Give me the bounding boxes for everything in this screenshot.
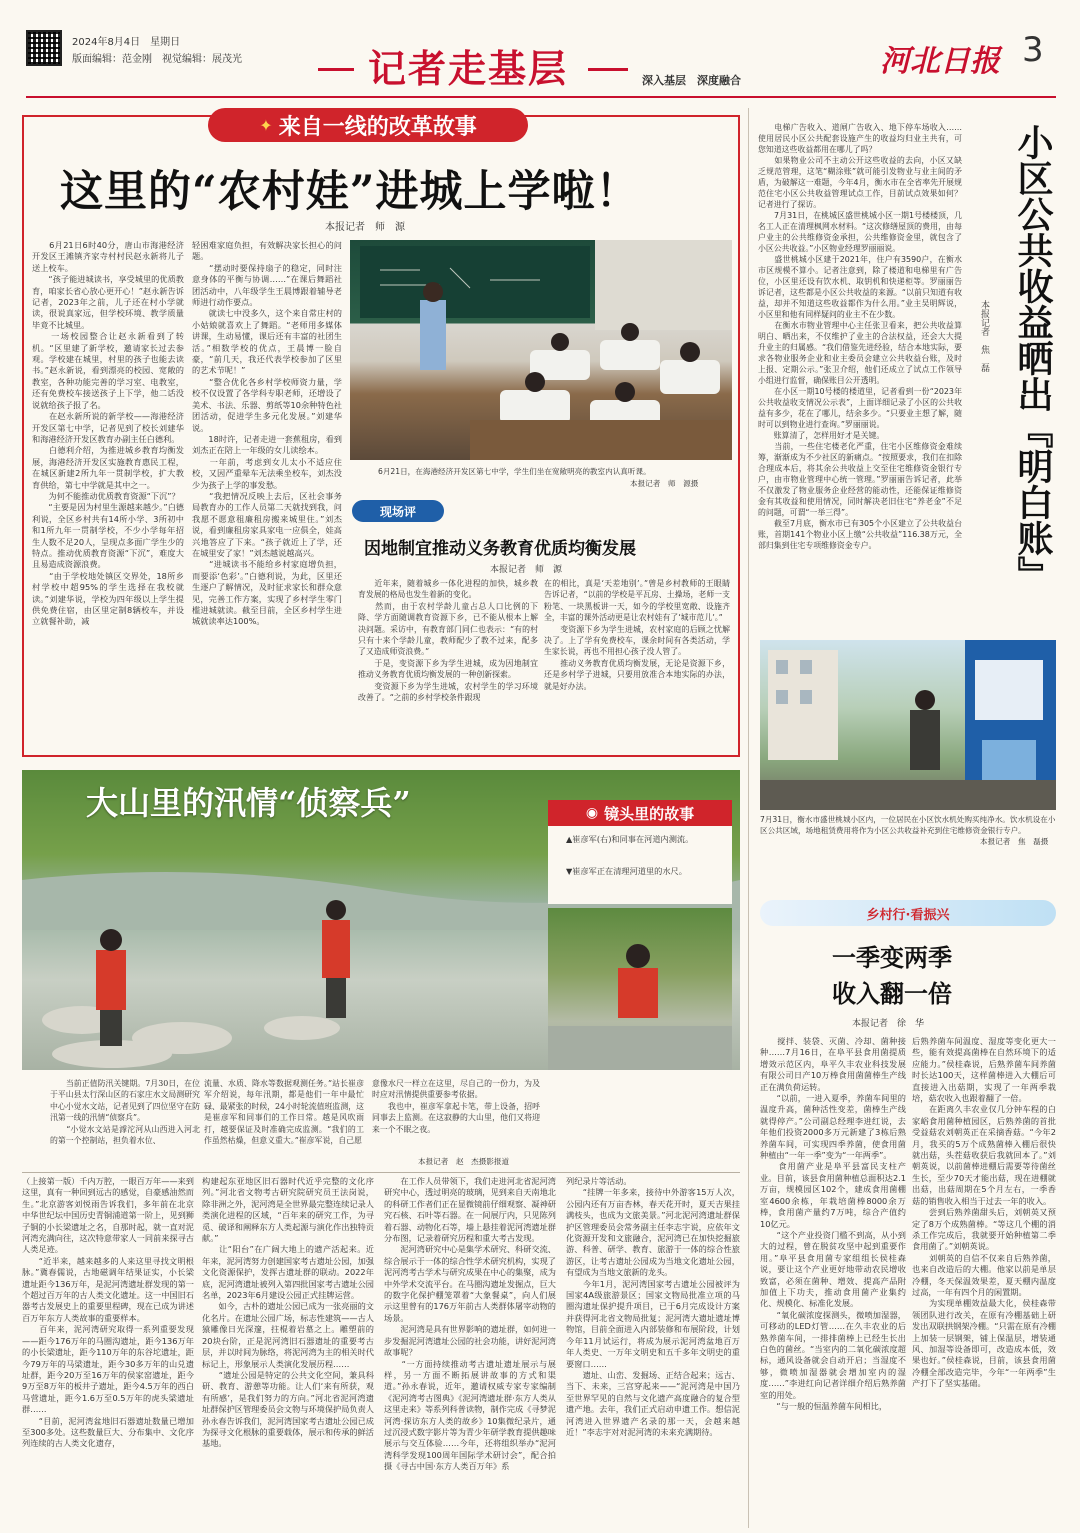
classroom-illustration	[350, 240, 732, 460]
masthead-left-line	[318, 68, 354, 71]
lens-caption-panel	[548, 826, 732, 904]
reform-banner-label: 来自一线的改革故事	[278, 113, 477, 140]
reform-body-col2: 轻困难家庭负担，有效解决家长担心的问题。 “摆动时要保持扇子的稳定，同时注意身体的平衡与协调……”在课后舞蹈社团活动中，八年级学生王晨博跟着辅导老师进行动作要点。 就读七中没多久，这个来自常庄村的小姑娘就喜欢上了舞蹈。“老师用多媒体讲课，生动易懂，课后还有丰富的社团生活。”相数学校的优点，王晨博一脸自豪，“前几天，我还代表学校参加了区里的艺术节呢！” “整合优化各乡村学校师资力量，学校不仅设置了各学科专职老师，还增设了美术、书法、乐器、剪纸等10余种特色社团活动，促进学生多元化发展。”刘建华说。 18时许，记者走进一套蕉租房，看到刘杰正在陪上一年级的女儿读绘本。 一年前，考虑到女儿太小不适应住校，又因严重晕车无法乘坐校车，刘杰没少为孩子上学的事发愁。 “我把情况反映上去后，区社会事务局教育办的工作人员第二天就找到我，问我愿不愿意租廉租房搬来城里住。”刘杰说，看到廉租房家具家电一应俱全，娃高兴地答应了下来。“孩子就近上了学，还在城里安了家！”刘杰越说越高兴。 “进城读书不能给乡村家庭增负担，而要添‘色彩’。”白德利说，为此，区里还生逐户了解情况，及时征求家长和群众意见，完善工作方案，实现了乡村学生零门槛进城就读。截至目前，全区乡村学生进城就读率达100%。	[192, 240, 342, 627]
water-machine-credit: 本报记者 焦 磊摄	[980, 837, 1049, 846]
page-editors: 版面编辑：范金刚 视觉编辑：展茂光	[72, 54, 242, 65]
village-body-col1: 搅拌、装袋、灭菌、冷却、菌种接种……7月16日，在阜平县食用菌提质增效示范区内，阜平久丰农业科技发展有限公司日产10万棒食用菌菌棒生产线正在满负荷运转。 “以前，一进入夏季，养菌车间里的温度升高，菌种活性变差，菌棒生产线就得停产。”公司副总经理李进红说，去年他们投资2000多万元新建了3栋后熟养菌车间，可实现四季养菌，使食用菌种植由“一年一季”变为“一年两季”。 食用菌产业是阜平县富民支柱产业。目前，该县食用菌种植总面积达2.1万亩，规模园区102个，建成食用菌棚室4600余栋，年栽培菌棒8000余万棒，食用菌产量约7万吨，综合产值约10亿元。 “这个产业投资门槛不到高，从小到大的过程，曾在脱贫攻坚中起到重要作用。”阜平县食用菌专家组组长侯桂森说，要让这个产业更好地带动农民增收致富，必须在菌种、增效、提高产品附加值上下功夫，推动食用菌产业集约化、规模化、标准化发展。 “氧化碳浓度探测头，微喷加湿器，可移动的LED灯管……在久丰农业的后熟养菌车间，一排排菌棒上已经生长出白色的菌丝。“当室内的二氧化碳浓度超标，通风设备就会自动开启；当湿度不够，微喷加湿器就会增加室内的湿度……”李进红向记者详细介绍后熟养菌室的用处。 “与一般的恒温养菌车间相比，	[760, 1036, 906, 1411]
slogan: 深入基层 深度融合	[642, 74, 741, 87]
water-gauge-photo	[548, 908, 732, 1070]
water-machine-photo	[760, 640, 1056, 810]
water-machine-illustration	[760, 640, 1056, 810]
review-tag-label: 现场评	[379, 504, 416, 519]
flood-credit: 本报记者 赵 杰摄影报道	[418, 1157, 510, 1166]
paper-logo: 河北日报	[880, 44, 1000, 79]
review-body-col1: 近年来，随着城乡一体化进程的加快，城乡教育发展的格局也发生着新的变化。 然而，由于农村学龄儿童占总人口比例的下降、学方面随调教育资源下乡，已不能从根本上解决问题。采访中，有教育部门同仁也表示：“有的村只有十来个学龄儿童，教师配少了教不过来，配多了又造成师资浪费。” 于是，变资源下乡为学生进城，成为因地制宜推动义务教育优质均衡发展的一种创新探索。 变资源下乡为学生进城，农村学生的学习环境改善了。“之前的乡村学校条件跟现	[358, 579, 538, 703]
public-income-title: 小区公共收益晒出『明白账』	[1012, 124, 1054, 592]
masthead-right-line	[588, 68, 628, 71]
reform-byline: 本报记者 师 源	[325, 222, 405, 233]
water-gauge-illustration	[548, 908, 732, 1070]
review-byline: 本报记者 师 源	[490, 565, 563, 575]
spark-icon: ✦	[259, 115, 273, 135]
classroom-photo	[350, 240, 732, 460]
lens-caption-1: ▲崔彦军(右)和同事在河道内测流。	[566, 834, 694, 844]
classroom-photo-credit: 本报记者 师 源摄	[630, 479, 699, 488]
page-number: 3	[1022, 30, 1044, 70]
flood-scout-title: 大山里的汛情“侦察兵”	[86, 784, 411, 822]
lens-tag-label: 镜头里的故事	[604, 804, 695, 823]
review-body-col2: 在的相比，真是‘天差地别’。”曾是乡村教师的王眼睛告诉记者，“以前的学校是平瓦房、土操场，老师一支粉笔、一块黑板讲一天，如今的学校里宽敞、设施齐全，丰富的课外活动更是让农村娃有了‘城市范儿’。” 变资源下乡为学生进城，农村家庭的后顾之忧解决了。上了学有免费校车，课余时间有各类活动，学生家长说，再也不用担心孩子没人管了。 推动义务教育优质均衡发展，无论是资源下乡，还是乡村学子进城，只要用放准合本地实际的办法，就是好办法。	[544, 579, 730, 691]
village-title-line2: 收入翻一倍	[832, 979, 952, 1008]
column-title: 记者走基层	[368, 46, 569, 91]
lens-tag	[548, 800, 732, 826]
continued-col4: 列纪录片等活动。 “挂牌一年多来，接待中外游客15万人次，公园内还有万亩杏林，春天花开时，夏天吉果挂满枝头，也成为文旅美景。”河北泥河湾遗址群保护区管理委员会常务副主任李志宇说，应依年文化资源开发和文旅融合，泥河湾已在加快挖掘旅游、科普、研学、教育、旅游于一体的综合性旅游区，让考古遗址公园成为当地文化遗址公园，有望成为当地文旅新的龙头。 今年1月，泥河湾国家考古遗址公园被评为国家4A级旅游景区；国家文物局批准立项的马圈沟遗址保护提升项目，已于6月完成设计方案并获得河北省文物局批复；泥河湾大遗址遗址博物馆，目前全面进入内部装修和布展阶段，计划今年11月试运行，将成为展示泥河湾盆地百万年人类史、一万年文明史和五千多年文明史的重要窗口…… 遗址、山峦、发掘场、正结合起来；远古、当下、未来，三宫穿起来——“泥河湾是中国乃至世界罕见的自然与文化遗产高度融合的复合型遗产地。去年，我们正式启动申遗工作。想信泥河湾进入世界遗产名录的那一天，会越来越近！”李志宇对对泥河湾的未来充满期待。	[566, 1176, 740, 1437]
village-byline: 本报记者 徐 华	[852, 1019, 925, 1029]
reform-banner	[208, 108, 528, 142]
issue-date: 2024年8月4日 星期日	[72, 37, 181, 48]
continued-col1: （上接第一版）千内万腔，一眼百万年——来到这里，真有一种回到远古的感觉，自豪感油然而生。”北京游客刘悦雨告诉我们，多年前在北京中华世纪坛中国历史青铜浦道第一阶上，见到狮子铜的小长梁遗址之名，自那时起，就一直对泥河湾充满向往，这次特意带家人一同前来探寻古人类足迹。 “近半来，越来越多的人来这里寻找文明根脉。”冀春儒说，古地磁调年结果证实，小长梁遗址距今136万年，是泥河湾遗址群发现的第一个超过百万年的古人类文化遗址。这一中国旧石器考古发展史上的重要里程碑，现在已成为讲述百万年东方人类故事的重要样本。 百年来，泥河湾研究取得一系列重要发现——距今176万年的马圈沟遗址，距今136万年的小长梁遗址，距今110万年的东谷坨遗址，距今79万年的马梁遗址，距今30多万年的山兑遗址群，距今20万至16万年的侯家窑遗址，距今9万至8万年的板井子遗址，距今4.5万年的西白马营遗址，距今1.6万至0.5万年的虎头梁遗址群…… “目前，泥河湾盆地旧石器遗址数量已增加至300多处。这些数量巨大、分布集中、文化序列连续的古人类文化遗存，	[22, 1176, 194, 1449]
village-body-col2: 后熟养菌车间温度、湿度等变化更大一些，能有效提高菌棒在自然环境下的适应能力。”侯桂森说，后熟养菌车间养菌时长达100天，这样菌棒进入大棚后可直接进入出菇期，实现了一年两季栽培，菇农收入也跟着翻了一倍。 在距离久丰农业仅几分钟车程的白家峪食用菌种植园区，后熟养菌的首批受益菇农刘朝英正在采摘香菇。“今年2月，我买的5万个成熟菌棒入棚后很快就出菇，头茬菇收获后我就回本了。”刘朝英说，以前菌棒进棚后需要等待菌丝生长，至少70天才能出菇，现在进棚就出菇，出菇周期在5个月左右，一季香菇的销售收入相当于过去一年的收入。 尝到后熟养菌甜头后，刘朝英又预定了8万个成熟菌棒。“等这几个棚的消杀工作完成后，我就要开始种植第二季食用菌了。”刘朝英说。 刘朝英的自信不仅来自后熟养菌，也来自改造后的大棚。他家以前是单层冷棚，冬天保温效果差，夏天棚内温度过高，一年有四个月的闲置期。 为实现单棚效益最大化，侯桂森带领团队进行改关，在原有冷棚基础上研发出双联拱钢架冷棚。“只需在原有冷棚上加装一层钢架，铺上保温层，增装通风、加湿等设备即可，改造成本低，效果也好。”侯桂森说，目前，该县食用菌冷棚全部改造完毕，今年“一年两季”生产打下了坚实基础。	[912, 1036, 1056, 1389]
review-title: 因地制宜推动义务教育优质均衡发展	[364, 539, 636, 559]
lens-caption-2: ▼崔彦军正在清理河道里的水尺。	[566, 866, 687, 876]
flood-caption-col1: 当前正值防汛关键期。7月30日，在位于平山县太行深山区的石家庄水文局测研究中心小觉水文站，记者见到了四位坚守在防汛第一线的汛情“侦察兵”。 “小觉水文站是滹沱河从山西进入河北的第一个控制站，担负着水位、	[50, 1079, 200, 1146]
masthead	[0, 0, 1080, 100]
village-title-line1: 一季变两季	[832, 943, 952, 972]
public-income-body: 电梯广告收入、道闸广告收入、地下停车场收入……使用居民小区公共配套设施产生的收益均归业主共有，可您知道这些收益都用在哪儿了吗？ 如果物业公司不主动公开这些收益的去向，小区又缺乏规范管理，这笔“糊涂账”就可能引发物业与业主间的矛盾，为破解这一难题，今年4月，衡水市在全省率先开展规范住宅小区公共收益管理试点工作，目前试点效果如何？记者进行了探访。 7月31日，在桃城区盛世桃城小区一期1号楼楼顶，几名工人正在清理枫网水材料。“这次修缮屋顶的费用，由每户业主的公共维修资金承担，公共维修资金里，就包含了小区公共收益。”小区物业经理罗丽丽说。 盛世桃城小区建于2021年，住户有3590户，在衡水市区规模不算小。记者注意到，除了楼道和电梯里有广告位，小区里还设有饮水机、取钥机和快递柜等。罗丽丽告诉记者，这些都是小区公共收益的来源。“以前只知道有收益，却并不知道这些收益都作为什么用。”业主吴明辉说，小区里和他有同样疑问的业主不在少数。 在衡水市物业管理中心主任张卫看来，把公共收益算明白、晒出来，不仅维护了业主的合法权益，还会大大提升业主的归属感。“我们借鉴先进经验，结合本地实际，要求各物业服务企业和业主委员会建立公共收益台账，及时上报、定期公示。”张卫介绍，他们还成立了试点工作领导小组进行监督，确保账目公开透明。 在小区一期10号楼的楼道里，记者看到一份“2023年公共收益收支情况公示表”，上面详细记录了小区的公共收益有多少，花在了哪儿，结余多少。“只要业主想了解，随时可以到物业进行查询。”罗丽丽说。 账算清了，怎样用好才是关键。 当前，一些住宅楼老化严重，住宅小区维修资金难续筹，渐渐成为不少社区的新痛点。“按照要求，我们在扣除合理成本后，将其余公共收益上交至住宅维修资金银行专户，由市物业管理中心统一管理。”罗丽丽告诉记者，此举不仅激发了物业服务企业经营的能动性，还能保证维修资金有其收益和使用情况，同时解决老旧住宅“养老金”不足的问题，可谓“一举三得”。 截至7月底，衡水市已有305个小区建立了公共收益台账，首期141个物业小区上缴“公共收益”116.38万元，全部归集到住宅专项维修资金专户。	[758, 123, 962, 550]
column-divider	[748, 108, 749, 1528]
masthead-rule	[26, 96, 1056, 98]
flood-caption-col3: 意像水尺一样立在这里，尽自己的一份力，为及时应对汛情提供重要参考依据。 我也中，崔彦军拿起卡笔，带上设备，招呼同事去上监测。在这寂静的大山里，他们又将迎来一个不眠之夜。	[372, 1079, 540, 1134]
flood-caption-col2: 流量、水质、降水等数据观测任务。”站长崔彦军介绍说，每年汛期，都是他们一年中最忙碌、最紧张的时候，24小时轮流值班监测，这是崔彦军和同事们的工作日常。越是风吹雨打，越要保证及时准确完成监测。“我们的工作虽然枯燥，但意义重大。”崔彦军说，自己愿	[204, 1079, 364, 1146]
review-tag	[352, 500, 444, 522]
water-machine-caption: 7月31日，衡水市盛世桃城小区内，一位居民在小区饮水机处购买纯净水。饮水机设在小区公共区域，场地租赁费用将作为小区公共收益补充到住宅维修资金银行专户。	[760, 815, 1056, 835]
village-tag	[760, 900, 1056, 926]
continued-col3: 在工作人员带领下，我们走进河北省泥河湾研究中心，透过明亮的玻璃，见到来自天南地北的科研工作者们正在显微镜前仔细观察、凝神研究石核、石叶等石器。在一间展厅内，只见陈列着石器、动物化石等，墙上悬挂着泥河湾遗址群分布图，记录着研究历程和重大考古发现。 泥河湾研究中心是集学术研究、科研交流、综合展示于一体的综合性学术研究机构，实现了泥河湾考古学术与研究成果在中心的集聚，成为中外学术交流平台。在马圈沟遗址发掘点，巨大的数字化保护棚笼罩着“大象餐桌”，向人们展示这里曾有的176万年前古人类群体屠宰动物的场景。 泥河湾是具有世界影响的遗址群，如何进一步发掘泥河湾遗址公园的社会功能，讲好泥河湾故事呢？ “一方面持续推动考古遗址遗址展示与展样，另一方面不断拓展讲故事的方式和渠道。”孙永春说，近年，邀请权威专家专家编制《泥河湾考古图典》《泥河湾遗址群·东方人类从这里走来》等系列科普读物，制作完成《寻梦泥河湾·探访东方人类的故乡》10集微纪录片，通过沉浸式数字影片等为青少年研学教育提供趣味展示与交互体验……今年，还将组织举办“泥河湾科学发现100周年国际学术研讨会”，配合拍摄《寻古中国·东方人类百万年》系	[384, 1176, 556, 1472]
reform-body-col1: 6月21日6时40分，唐山市海港经济开发区王滩镇齐家寺村村民赵永新将儿子送上校车。 “孩子能进城读书，享受城里的优质教育，咱家长省心放心更开心！”赵永新告诉记者，2023年之前，儿子还在村小学就读，很说真家远，但学校环境、教学质量毕竟不比城里。 一场校园整合让赵永新看到了转机。“区里建了新学校，邀请家长过去参观。学校建在城里，村里的孩子也能去读书。”赵永新说，看到漂亮的校园、宽敞的教室，各种功能完善的学习室、电教室，还有免费校车接送孩子上下学，他二话没说就给孩子报了名。 在赵永新所说的新学校——海港经济开发区第七中学，记者见到了校长刘建华和海港经济开发区教育办副主任白德利。 白德利介绍，为推进城乡教育均衡发展，海港经济开发区实施教育惠民工程，在城区新建2所九年一贯制学校，扩大教育供给，第七中学就是其中之一。 为何不能推动优质教育资源“下沉”？ “主要是因为村里生源越来越少。”白德利说，全区乡村共有14所小学、3所初中和1所九年一贯制学校，不少小学每年招生人数不足20人，呈现点多面广学生少的特点。推动优质教育资源“下沉”，难度大且易造成资源浪费。 “由于学校地处镇区交界处，18所乡村学校中超95%的学生选择在我校就读。”刘建华说，学校为四年级以上学生提供免费住宿，由区里定制8辆校车，并设立就餐补助，减	[32, 240, 184, 627]
camera-icon: ◉	[585, 805, 599, 821]
reform-title: 这里的“农村娃”进城上学啦！	[60, 167, 640, 217]
continued-rule	[22, 1172, 740, 1173]
continued-col2: 构建起东亚地区旧石器时代近乎完整的文化序列。”河北省文物考古研究院研究员王法岗说，除非洲之外，泥河湾是全世界最完整连续记录人类演化进程的区域，“百年来的研究工作，为寻觅、破译和阐释东方人类起源与演化作出独特贡献。” 让“阳台”在广阔大地上的遗产活起来。近年来，泥河湾努力创建国家考古遗址公园，加强文化资源保护，发挥古遗址群的联动。2022年底，泥河湾遗址被列入第四批国家考古遗址公园名单，2023年6月建设公园正式挂牌运营。 如今，古朴的遗址公园已成为一张亮丽的文化名片。在遗址公园广场，标志性建筑——古人猿雕像日光深邃，拄棍着岩墓之上。雕塑前的20块台阶，正是泥河湾旧石器遗址的重要考古层，并以时间为脉络，将泥河湾为主的相关时代标记上，形象展示人类演化发展历程…… “遗址公园是特定的公共文化空间，兼具科研、教育、游憩等功能。让人们‘来有所获，观有所感’，是我们努力的方向。”河北省泥河湾遗址群保护区管理委员会文物与环境保护局负责人孙永春告诉我们，泥河湾国家考古遗址公园已成为探寻文化根脉的重要载体，展示和传承的鲜活基地。	[202, 1176, 374, 1449]
public-income-byline: 本报记者 焦 磊	[979, 300, 989, 372]
village-tag-label: 乡村行·看振兴	[866, 907, 950, 923]
qr-code-icon	[26, 30, 62, 66]
classroom-photo-caption: 6月21日，在海港经济开发区第七中学，学生们坐在宽敞明亮的教室内认真听课。	[378, 467, 651, 476]
